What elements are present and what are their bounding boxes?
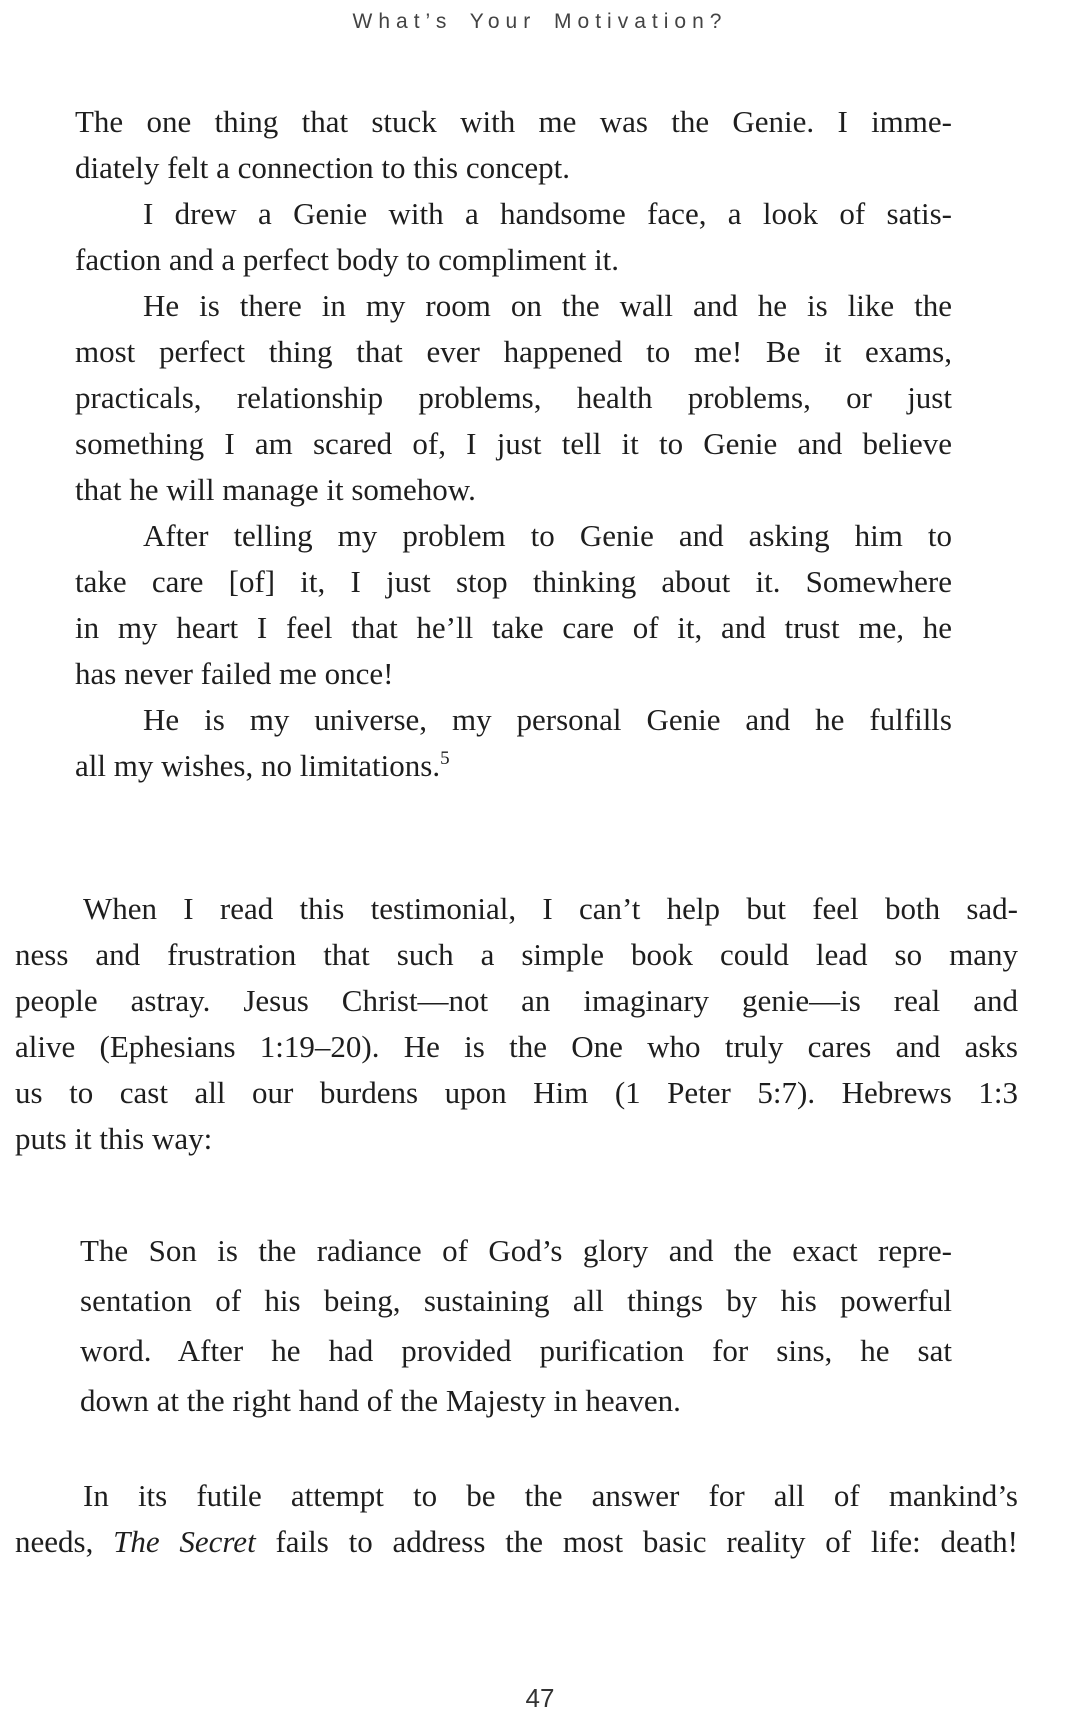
text-line: ness and frustration that such a simple book could lead so many: [15, 937, 1018, 972]
text-span: all my wishes, no limitations.: [75, 748, 441, 783]
text-line: diately felt a connection to this concept.: [75, 150, 570, 185]
paragraph: [75, 283, 952, 513]
text-line: most perfect thing that ever happened to me! Be it exams,: [75, 334, 952, 369]
text-line: When I read this testimonial, I can’t help but feel both sad-: [83, 891, 1018, 926]
text-line: something I am scared of, I just tell it to Genie and believe: [75, 426, 952, 461]
paragraph: [75, 513, 952, 697]
text-line: The Son is the radiance of God’s glory and the exact repre-: [80, 1233, 952, 1268]
text-line: [75, 743, 952, 789]
text-line: I drew a Genie with a handsome face, a look of satis-: [143, 196, 952, 231]
running-head: What’s Your Motivation?: [352, 10, 728, 33]
text-line: sentation of his being, sustaining all things by his powerful: [80, 1283, 952, 1318]
text-line: down at the right hand of the Majesty in heaven.: [80, 1383, 681, 1418]
footnote-marker: 5: [440, 748, 450, 769]
text-line: He is there in my room on the wall and he is like the: [143, 288, 952, 323]
scripture-blockquote: [80, 1226, 952, 1426]
page-number: 47: [525, 1683, 555, 1713]
text-line: that he will manage it somehow.: [75, 472, 476, 507]
text-line: has never failed me once!: [75, 656, 394, 691]
body-paragraph: [15, 886, 1018, 1162]
text-line: In its futile attempt to be the answer for all of mankind’s: [83, 1478, 1018, 1513]
text-span: needs,: [15, 1524, 114, 1559]
paragraph: [75, 697, 952, 789]
paragraph: [75, 191, 952, 283]
text-line: in my heart I feel that he’ll take care of it, and trust me, he: [75, 610, 952, 645]
text-line: He is my universe, my personal Genie and he fulfills: [143, 702, 952, 737]
text-line: word. After he had provided purification for sins, he sat: [80, 1333, 952, 1368]
text-line: people astray. Jesus Christ—not an imaginary genie—is real and: [15, 983, 1018, 1018]
text-line: faction and a perfect body to compliment it.: [75, 242, 620, 277]
book-title-italic: The Secret: [113, 1524, 256, 1559]
text-line: alive (Ephesians 1:19–20). He is the One who truly cares and asks: [15, 1029, 1018, 1064]
text-line: practicals, relationship problems, health problems, or just: [75, 380, 952, 415]
text-span: fails to address the most basic reality of life: death!: [255, 1524, 1018, 1559]
text-line: [15, 1519, 1018, 1565]
text-line: us to cast all our burdens upon Him (1 Peter 5:7). Hebrews 1:3: [15, 1075, 1018, 1110]
text-line: The one thing that stuck with me was the Genie. I imme-: [75, 104, 952, 139]
testimonial-blockquote: [75, 99, 952, 789]
text-line: After telling my problem to Genie and asking him to: [143, 518, 952, 553]
paragraph: [75, 99, 952, 191]
text-line: take care [of] it, I just stop thinking about it. Somewhere: [75, 564, 952, 599]
text-line: puts it this way:: [15, 1121, 213, 1156]
body-paragraph: [15, 1473, 1018, 1565]
